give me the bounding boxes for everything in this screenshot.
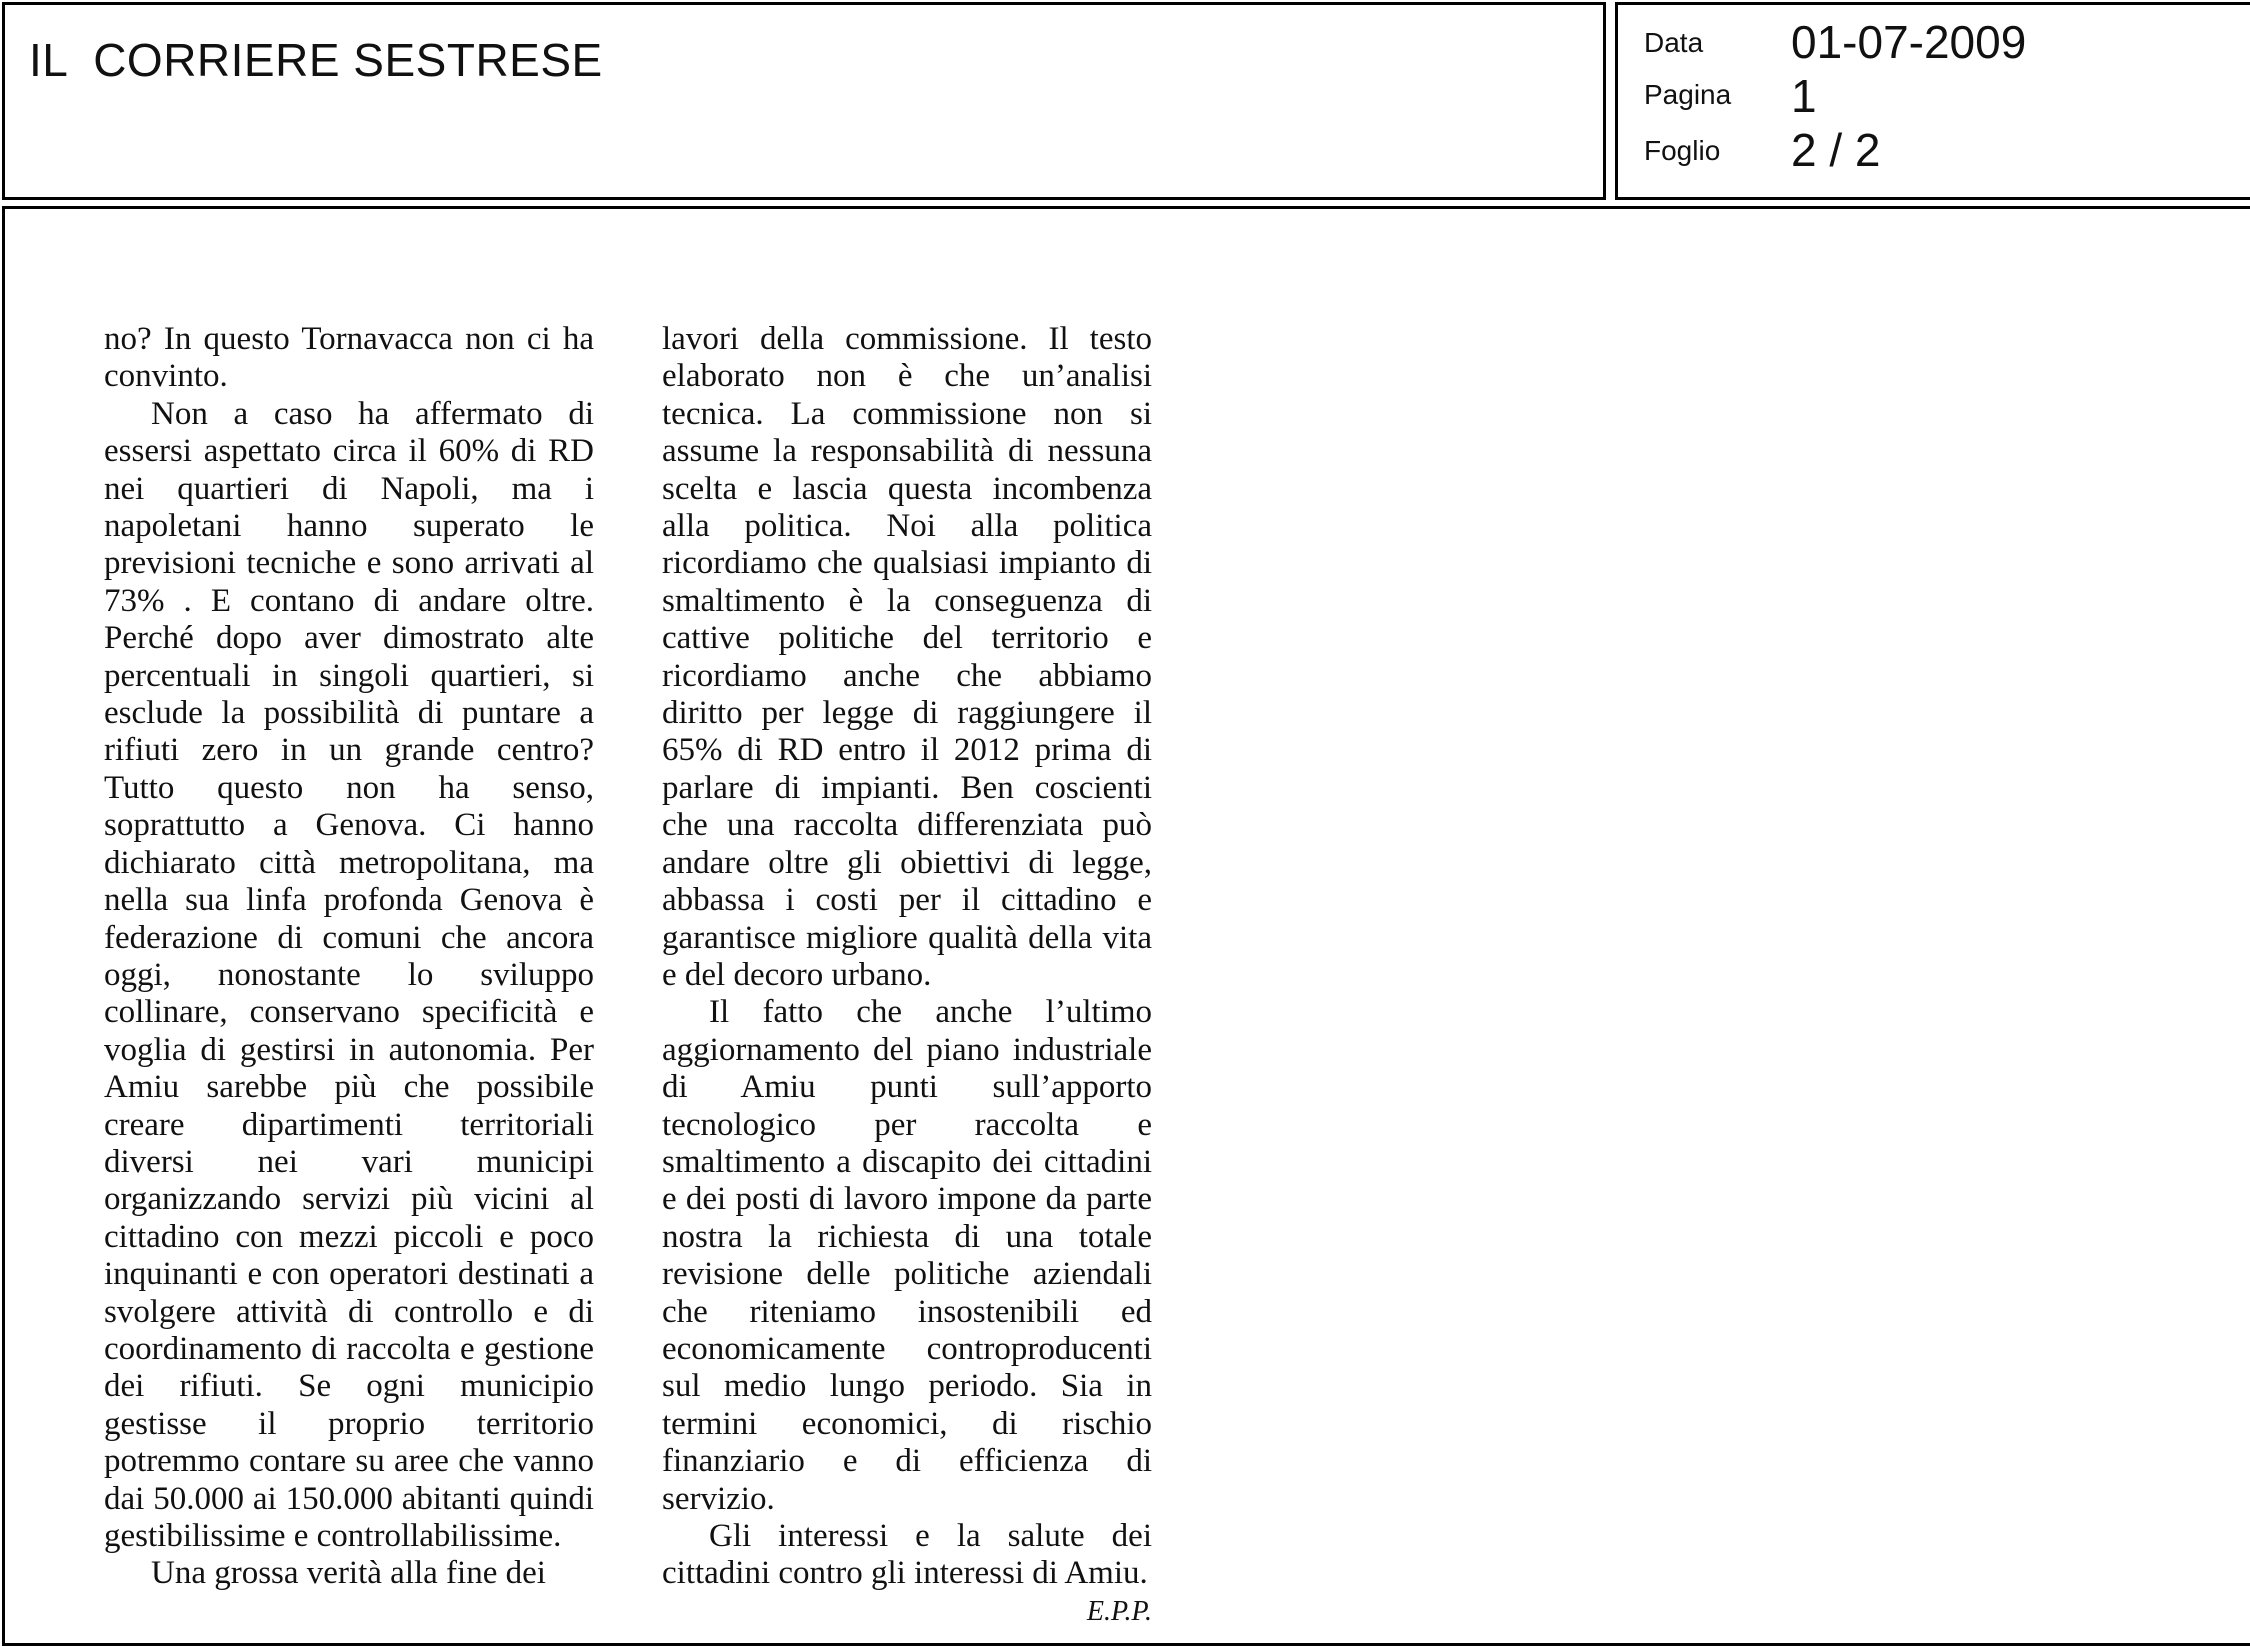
pagina-value: 1 [1791,70,1817,122]
author-signature: E.P.P. [1086,1595,1152,1627]
column-1-paragraph-1: no? In questo Tornavacca non ci ha convinto. [104,321,594,395]
column-1-paragraph-3: Una grossa verità alla fine dei [151,1555,546,1592]
column-2-paragraph-2: Il fatto che anche l’ultimo aggiornamento del piano industriale di Amiu punti sull’apporto tecnologico per raccolta e smaltimento a discapito dei cittadini e dei posti di lavoro impone da parte nostra la richiesta di una totale revisione delle politiche aziendali che riteniamo insostenibili ed economicamente controproducenti sul medio lungo periodo. Sia in termini economici, di rischio finanziario e di efficienza di servizio. [662,994,1152,1517]
foglio-label: Foglio [1644,135,1721,166]
header-meta-box [1615,2,2250,200]
pagina-label: Pagina [1644,79,1732,110]
header-publication-box [2,2,1606,200]
publication-name: IL CORRIERE SESTRESE [29,34,603,86]
foglio-value: 2 / 2 [1791,124,1881,176]
article-content-box [2,206,2250,1646]
article-column-1 [104,321,594,1593]
column-2-paragraph-3: Gli interessi e la salute dei cittadini contro gli interessi di Amiu. [662,1518,1152,1592]
data-value: 01-07-2009 [1791,16,2027,68]
column-1-paragraph-2: Non a caso ha affermato di essersi aspettato circa il 60% di RD nei quartieri di Napoli, ma i napoletani hanno superato le previsioni tecniche e sono arrivati al 73% . E contano di andare oltre. Perché dopo aver dimostrato alte percentuali in singoli quartieri, si esclude la possibilità di puntare a rifiuti zero in un grande centro? Tutto questo non ha senso, soprattutto a Genova. Ci hanno dichiarato città metropolitana, ma nella sua linfa profonda Genova è federazione di comuni che ancora oggi, nonostante lo sviluppo collinare, conservano specificità e voglia di gestirsi in autonomia. Per Amiu sarebbe più che possibile creare dipartimenti territoriali diversi nei vari municipi organizzando servizi più vicini al cittadino con mezzi piccoli e poco inquinanti e con operatori destinati a svolgere attività di controllo e di coordinamento di raccolta e gestione dei rifiuti. Se ogni municipio gestisse il proprio territorio potremmo contare su aree che vanno dai 50.000 ai 150.000 abitanti quindi gestibilissime e controllabilissime. [104,395,594,1554]
data-label: Data [1644,27,1704,58]
column-2-paragraph-1: lavori della commissione. Il testo elaborato non è che un’analisi tecnica. La commissione non si assume la responsabilità di nessuna scelta e lascia questa incombenza alla politica. Noi alla politica ricordiamo che qualsiasi impianto di smaltimento è la conseguenza di cattive politiche del territorio e ricordiamo anche che abbiamo diritto per legge di raggiungere il 65% di RD entro il 2012 prima di parlare di impianti. Ben coscienti che una raccolta differenziata può andare oltre gli obiettivi di legge, abbassa i costi per il cittadino e garantisce migliore qualità della vita e del decoro urbano. [662,321,1152,993]
article-column-2 [662,321,1152,1630]
